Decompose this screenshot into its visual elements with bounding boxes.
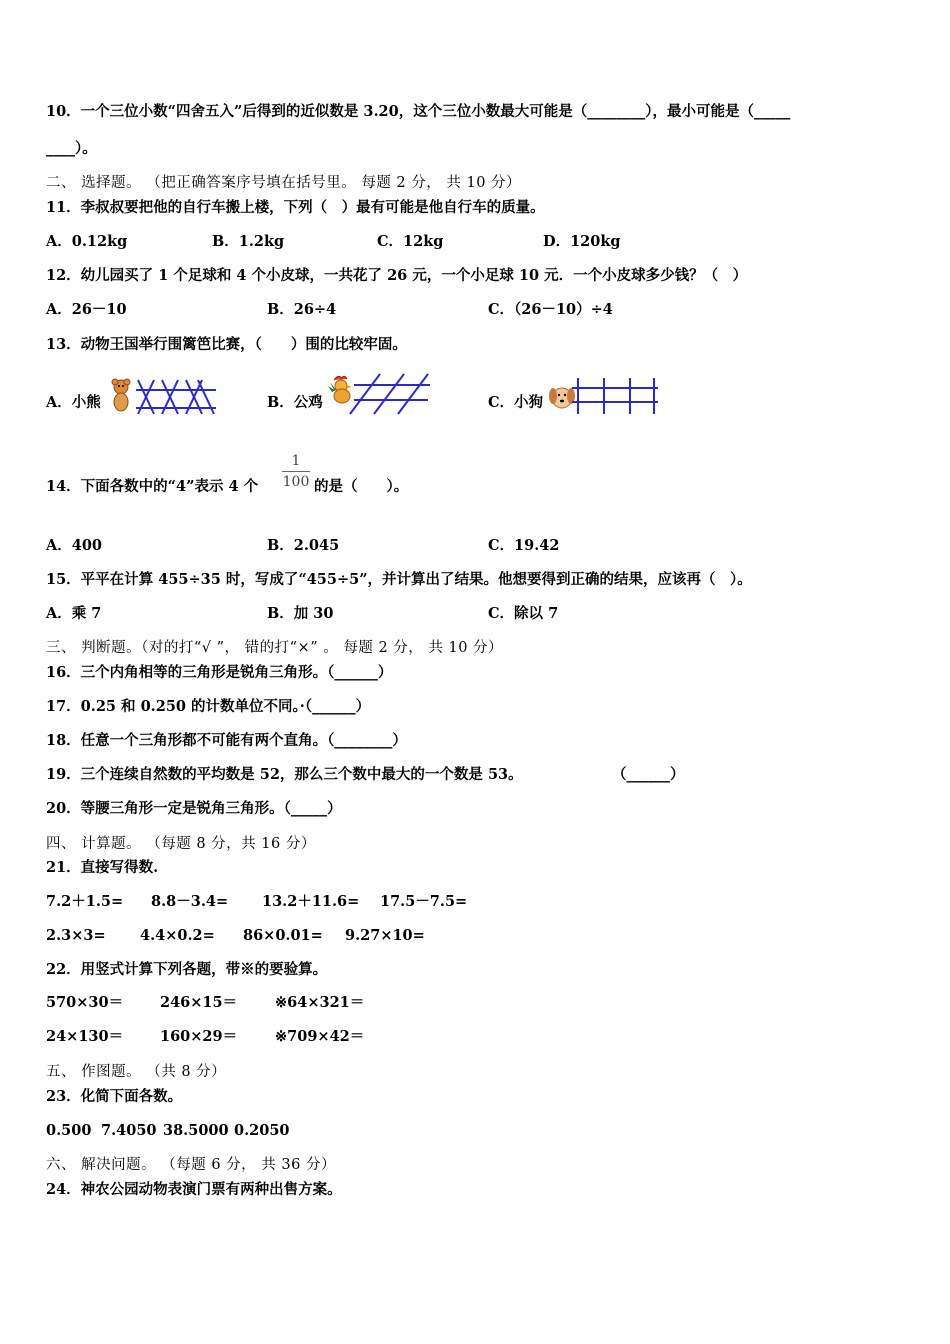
question-14-stem-before: 14．下面各数中的“4”表示 4 个 [46, 478, 259, 495]
q11-option-a: A．0.12kg [46, 233, 128, 250]
fraction-bar [282, 471, 310, 472]
fraction-numerator: 1 [291, 453, 301, 469]
question-16: 16．三个内角相等的三角形是锐角三角形。（______） [46, 664, 393, 681]
cross-fence [136, 380, 216, 414]
q12-option-a: A．26－10 [46, 301, 127, 318]
q21-expr: 17.5－7.5= [380, 893, 468, 910]
q15-option-c: C．除以 7 [488, 605, 559, 622]
section-6-title: 六、 解决问题。 （每题 6 分， 共 36 分） [46, 1157, 336, 1173]
q13-option-a: A．小熊 [46, 394, 101, 411]
q22-expr: 24×130＝ [46, 1028, 124, 1045]
section-4-title: 四、 计算题。 （每题 8 分，共 16 分） [46, 836, 316, 852]
question-19-blank: （______） [612, 766, 685, 783]
question-13-stem: 13．动物王国举行围篱笆比赛，（ ）围的比较牢固。 [46, 336, 407, 353]
q11-option-d: D．120kg [543, 233, 621, 250]
bear-icon [112, 379, 130, 411]
q21-expr: 7.2＋1.5= [46, 893, 124, 910]
q11-option-b: B．1.2kg [212, 233, 285, 250]
section-2-title: 二、 选择题。 （把正确答案序号填在括号里。 每题 2 分， 共 10 分） [46, 175, 522, 191]
q23-number: 7.4050 [101, 1122, 157, 1139]
question-20: 20．等腰三角形一定是锐角三角形。（_____） [46, 800, 342, 817]
q12-option-c: C．（26－10）÷4 [488, 301, 613, 318]
q15-option-a: A．乘 7 [46, 605, 102, 622]
fraction-denominator: 100 [282, 474, 310, 490]
q21-expr: 2.3×3= [46, 927, 106, 944]
q22-expr: ※64×321＝ [275, 994, 365, 1011]
question-21-stem: 21．直接写得数. [46, 859, 159, 876]
q22-expr: 160×29＝ [160, 1028, 238, 1045]
q15-option-b: B．加 30 [267, 605, 334, 622]
q23-number: 38.5000 [163, 1122, 229, 1139]
question-14-stem-after: 的是（ ）。 [314, 478, 409, 495]
q23-number: 0.2050 [234, 1122, 290, 1139]
q13-option-b: B．公鸡 [267, 394, 323, 411]
question-22-stem: 22．用竖式计算下列各题，带※的要验算。 [46, 961, 328, 978]
question-10-line2: ____）。 [46, 140, 97, 157]
q21-expr: 86×0.01= [243, 927, 323, 944]
q21-expr: 4.4×0.2= [140, 927, 215, 944]
dog-fence-figure [548, 376, 660, 418]
question-18: 18．任意一个三角形都不可能有两个直角。（________） [46, 732, 407, 749]
q23-number: 0.500 [46, 1122, 92, 1139]
grid-fence [572, 378, 658, 414]
q13-option-c: C．小狗 [488, 394, 544, 411]
fraction-one-hundredth [280, 452, 312, 491]
rooster-fence-figure [328, 372, 433, 417]
q14-option-a: A．400 [46, 537, 103, 554]
q14-option-c: C．19.42 [488, 537, 560, 554]
question-17: 17．0.25 和 0.250 的计数单位不同。·（______） [46, 698, 371, 715]
question-24-stem: 24．神农公园动物表演门票有两种出售方案。 [46, 1181, 342, 1198]
q21-expr: 13.2＋11.6= [262, 893, 360, 910]
question-23-stem: 23．化简下面各数。 [46, 1088, 183, 1105]
q14-option-b: B．2.045 [267, 537, 340, 554]
question-12-stem: 12．幼儿园买了 1 个足球和 4 个小皮球，一共花了 26 元，一个小足球 10 元．一个小皮球多少钱？（ ） [46, 267, 748, 284]
bear-fence-figure [108, 378, 218, 418]
q22-expr: 246×15＝ [160, 994, 238, 1011]
question-19: 19．三个连续自然数的平均数是 52，那么三个数中最大的一个数是 53。 [46, 766, 523, 783]
section-3-title: 三、 判断题。（对的打“√ ”， 错的打“×” 。 每题 2 分， 共 10 分） [46, 640, 504, 656]
section-5-title: 五、 作图题。 （共 8 分） [46, 1064, 227, 1080]
question-11-stem: 11．李叔叔要把他的自行车搬上楼，下列（ ）最有可能是他自行车的质量。 [46, 199, 545, 216]
q21-expr: 9.27×10= [345, 927, 425, 944]
rooster-icon [328, 376, 352, 403]
q22-expr: ※709×42＝ [275, 1028, 365, 1045]
question-10-line1: 10．一个三位小数“四舍五入”后得到的近似数是 3.20，这个三位小数最大可能是（________），最小可能是（_____ [46, 103, 791, 120]
q12-option-b: B．26÷4 [267, 301, 337, 318]
q22-expr: 570×30＝ [46, 994, 124, 1011]
parallel-fence [350, 374, 430, 414]
q11-option-c: C．12kg [377, 233, 444, 250]
q21-expr: 8.8－3.4= [151, 893, 229, 910]
question-15-stem: 15．平平在计算 455÷35 时，写成了“455÷5”，并计算出了结果。他想要得到正确的结果，应该再（ ）。 [46, 571, 752, 588]
dog-icon [549, 388, 575, 408]
